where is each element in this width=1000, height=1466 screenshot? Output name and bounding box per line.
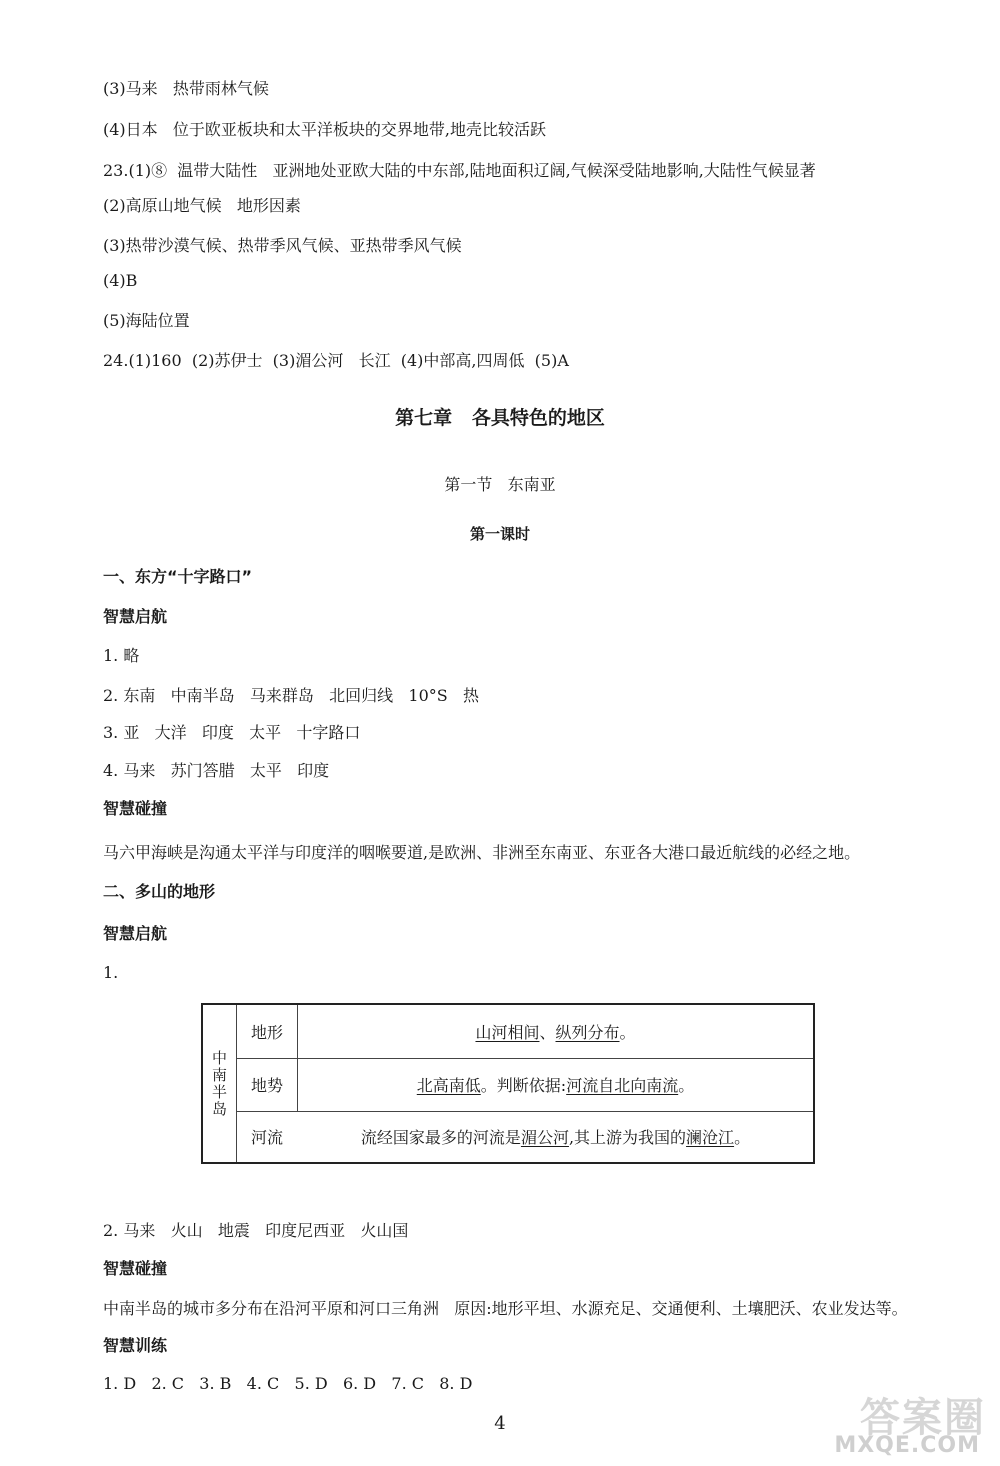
row-text: 。 — [678, 1076, 695, 1095]
answer-line: (2)高原山地气候 地形因素 — [103, 196, 301, 215]
subheading: 智慧启航 — [103, 924, 168, 943]
answer-line: 3. 亚 大洋 印度 太平 十字路口 — [103, 723, 361, 742]
chapter-title: 第七章 各具特色的地区 — [395, 407, 605, 429]
answer-line: (3)热带沙漠气候、热带季风气候、亚热带季风气候 — [103, 236, 462, 255]
row-text: 流经国家最多的河流是 — [360, 1128, 521, 1147]
answer-line: (4)B — [103, 271, 138, 290]
row-content — [298, 1005, 813, 1058]
fill-answer: 湄公河 — [520, 1128, 569, 1147]
watermark — [796, 1386, 986, 1458]
row-content — [298, 1111, 813, 1162]
answer-line: 1. — [103, 963, 119, 982]
fill-answer: 北高南低 — [416, 1076, 481, 1095]
table-rows — [236, 1005, 813, 1162]
table-row — [237, 1005, 813, 1059]
watermark-logo: 答案圈 — [860, 1395, 986, 1441]
fill-answer: 山河相间 — [475, 1023, 540, 1042]
part-heading: 一、东方“十字路口” — [103, 567, 253, 586]
answer-paragraph: 中南半岛的城市多分布在沿河平原和河口三角洲 原因:地形平坦、水源充足、交通便利、土壤肥沃、农业发达等。 — [103, 1299, 908, 1318]
training-answers: 1. D 2. C 3. B 4. C 5. D 6. D 7. C 8. D — [103, 1374, 473, 1393]
lesson-title: 第一课时 — [469, 525, 530, 543]
fill-answer: 河流自北向南流 — [566, 1076, 679, 1095]
row-text: 。 — [734, 1128, 751, 1147]
table-row — [237, 1111, 813, 1162]
answer-line: (5)海陆位置 — [103, 311, 190, 330]
fill-answer: 纵列分布 — [555, 1023, 620, 1042]
watermark-url: MXQE.COM — [834, 1433, 980, 1458]
answer-line: 1. 略 — [103, 646, 140, 665]
table-row — [237, 1058, 813, 1112]
answer-line: 23.(1)⑧ 温带大陆性 亚洲地处亚欧大陆的中东部,陆地面积辽阔,气候深受陆地影响,大陆性气候显著 — [103, 161, 816, 180]
row-label: 地形 — [237, 1005, 298, 1058]
subheading: 智慧训练 — [103, 1336, 168, 1355]
section-title: 第一节 东南亚 — [444, 475, 556, 494]
subheading: 智慧碰撞 — [103, 799, 168, 818]
side-label-text: 中南半岛 — [211, 1048, 227, 1118]
row-text: 。 — [619, 1023, 636, 1042]
summary-table — [201, 1003, 815, 1164]
answer-line: (3)马来 热带雨林气候 — [103, 79, 269, 98]
table-side-label — [203, 1005, 236, 1162]
row-text: 。判断依据: — [480, 1076, 567, 1095]
page-number: 4 — [494, 1413, 506, 1434]
part-heading: 二、多山的地形 — [103, 882, 216, 901]
answer-line: 4. 马来 苏门答腊 太平 印度 — [103, 761, 330, 780]
answer-line: 2. 马来 火山 地震 印度尼西亚 火山国 — [103, 1221, 409, 1240]
fill-answer: 澜沧江 — [686, 1128, 735, 1147]
subheading: 智慧碰撞 — [103, 1259, 168, 1278]
row-content — [298, 1058, 813, 1111]
row-label: 河流 — [250, 1128, 283, 1147]
row-text: 、 — [539, 1023, 556, 1042]
answer-paragraph: 马六甲海峡是沟通太平洋与印度洋的咽喉要道,是欧洲、非洲至东南亚、东亚各大港口最近航线的必经之地。 — [103, 843, 861, 862]
answer-line: (4)日本 位于欧亚板块和太平洋板块的交界地带,地壳比较活跃 — [103, 120, 547, 139]
row-label: 地势 — [237, 1058, 298, 1111]
subheading: 智慧启航 — [103, 607, 168, 626]
answer-line: 2. 东南 中南半岛 马来群岛 北回归线 10°S 热 — [103, 686, 479, 705]
answer-line: 24.(1)160 (2)苏伊士 (3)湄公河 长江 (4)中部高,四周低 (5)A — [103, 351, 569, 370]
row-text: ,其上游为我国的 — [568, 1128, 687, 1147]
